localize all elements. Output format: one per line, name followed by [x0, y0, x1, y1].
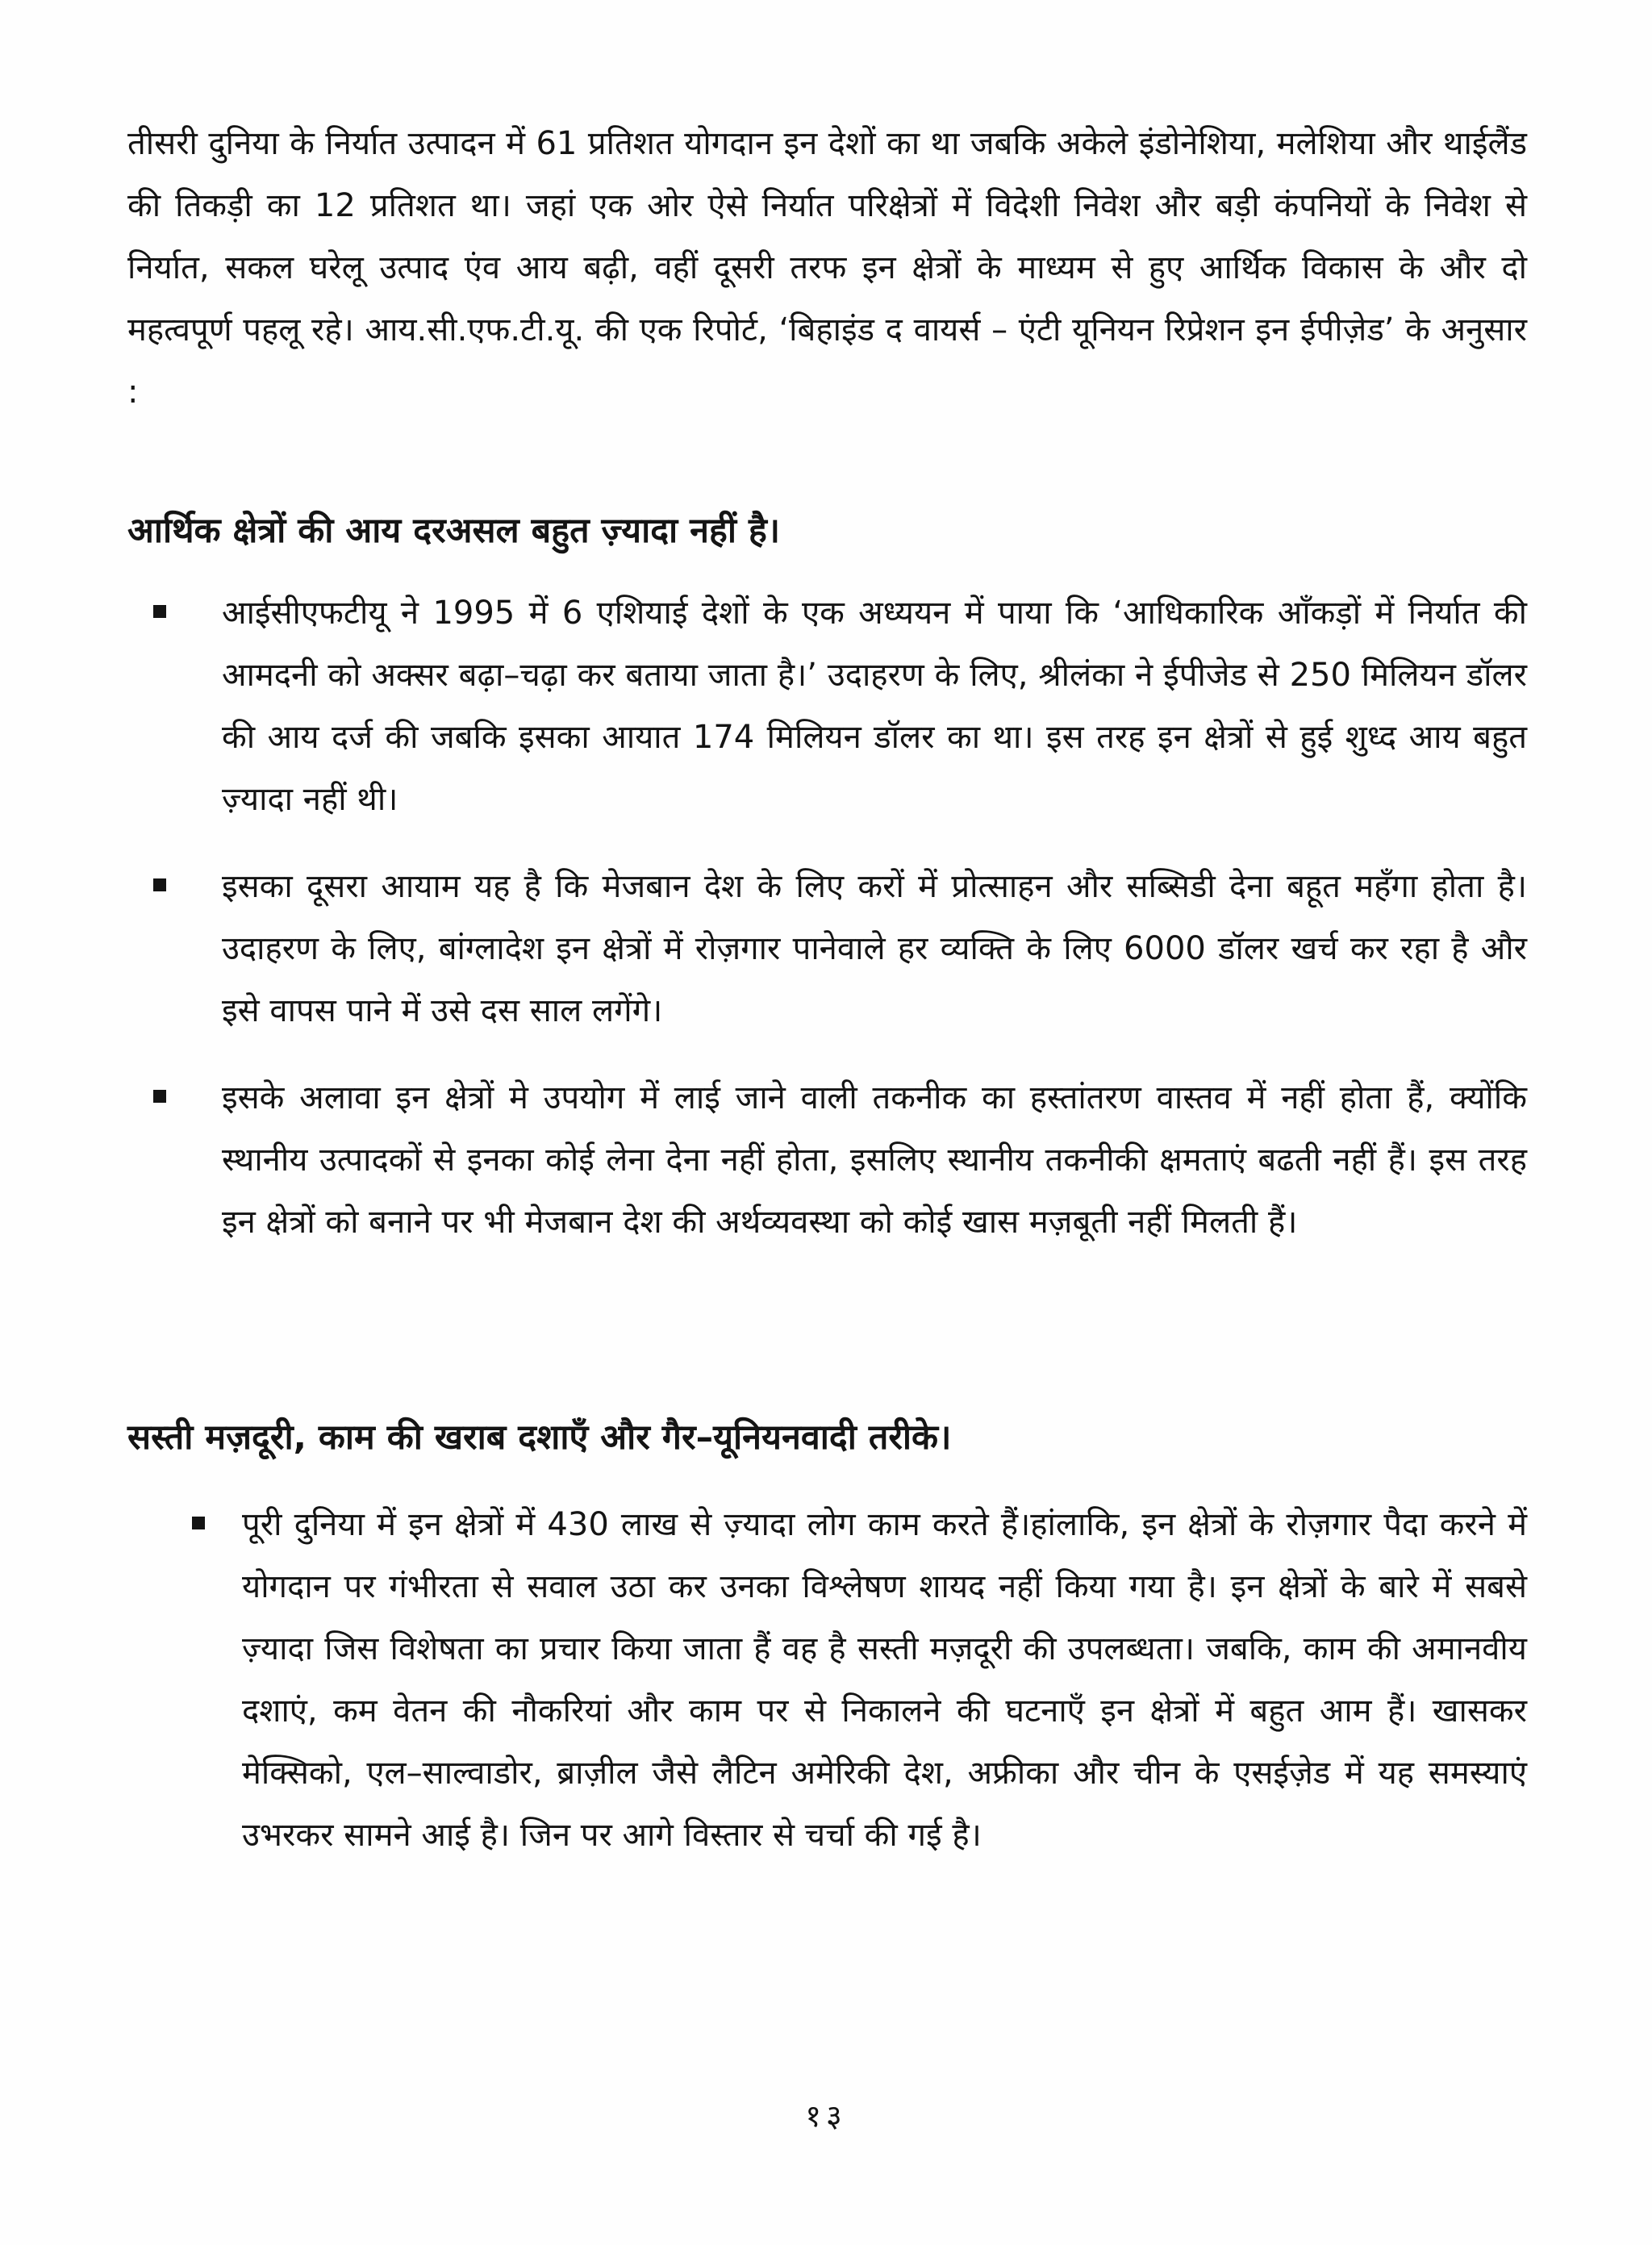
list-item	[242, 1494, 1527, 1867]
bullet-list-income	[222, 582, 1527, 1279]
list-item-text: पूरी दुनिया में इन क्षेत्रों में 430 लाख से ज़्यादा लोग काम करते हैं।हांलाकि, इन क्षेत्रों के रोज़गार पैदा करने में योगदान पर गंभीरता से सवाल उठा कर उनका विश्लेषण शायद नहीं किया गया है। इन क्षेत्रों के बारे में सबसे ज़्यादा जिस विशेषता का प्रचार किया जाता हैं वह है सस्ती मज़दूरी की उपलब्धता। जबकि, काम की अमानवीय दशाएं, कम वेतन की नौकरियां और काम पर से निकालने की घटनाएँ इन क्षेत्रों में बहुत आम हैं। खासकर मेक्सिको, एल–साल्वाडोर, ब्राज़ील जैसे लैटिन अमेरिकी देश, अफ्रीका और चीन के एसईज़ेड में यह समस्याएं उभरकर सामने आई है। जिन पर आगे विस्तार से चर्चा की गई है।	[242, 1506, 1527, 1854]
bullet-list-wages	[242, 1494, 1527, 1867]
square-bullet-icon	[192, 1517, 205, 1529]
list-item	[222, 1067, 1527, 1254]
page-number: १३	[805, 2098, 847, 2134]
list-item-text: आईसीएफटीयू ने 1995 में 6 एशियाई देशों के एक अध्ययन में पाया कि ‘आधिकारिक आँकड़ों में निर्यात की आमदनी को अक्सर बढ़ा–चढ़ा कर बताया जाता है।’ उदाहरण के लिए, श्रीलंका ने ईपीजेड से 250 मिलियन डॉलर की आय दर्ज की जबकि इसका आयात 174 मिलियन डॉलर का था। इस तरह इन क्षेत्रों से हुई शुध्द आय बहुत ज़्यादा नहीं थी।	[222, 595, 1527, 818]
square-bullet-icon	[153, 878, 166, 891]
square-bullet-icon	[153, 605, 166, 618]
list-item-text: इसका दूसरा आयाम यह है कि मेजबान देश के लिए करों में प्रोत्साहन और सब्सिडी देना बहूत महँगा होता है। उदाहरण के लिए, बांग्लादेश इन क्षेत्रों में रोज़गार पानेवाले हर व्यक्ति के लिए 6000 डॉलर खर्च कर रहा है और इसे वापस पाने में उसे दस साल लगेंगे।	[222, 868, 1527, 1029]
list-item	[222, 582, 1527, 831]
list-item	[222, 856, 1527, 1042]
square-bullet-icon	[153, 1090, 166, 1103]
intro-paragraph: तीसरी दुनिया के निर्यात उत्पादन में 61 प्रतिशत योगदान इन देशों का था जबकि अकेले इंडोनेशिया, मलेशिया और थाईलैंड की तिकड़ी का 12 प्रतिशत था। जहां एक ओर ऐसे निर्यात परिक्षेत्रों में विदेशी निवेश और बड़ी कंपनियों के निवेश से निर्यात, सकल घरेलू उत्पाद एंव आय बढ़ी, वहीं दूसरी तरफ इन क्षेत्रों के माध्यम से हुए आर्थिक विकास के और दो महत्वपूर्ण पहलू रहे। आय.सी.एफ.टी.यू. की एक रिपोर्ट, ‘बिहाइंड द वायर्स – एंटी यूनियन रिप्रेशन इन ईपीज़ेड’ के अनुसार :	[127, 125, 1527, 411]
section-heading-income: आर्थिक क्षेत्रों की आय दरअसल बहुत ज़्यादा नहीं है।	[127, 511, 781, 551]
list-item-text: इसके अलावा इन क्षेत्रों मे उपयोग में लाई जाने वाली तकनीक का हस्तांतरण वास्तव में नहीं होता हैं, क्योंकि स्थानीय उत्पादकों से इनका कोई लेना देना नहीं होता, इसलिए स्थानीय तकनीकी क्षमताएं बढती नहीं हैं। इस तरह इन क्षेत्रों को बनाने पर भी मेजबान देश की अर्थव्यवस्था को कोई खास मज़बूती नहीं मिलती हैं।	[222, 1079, 1527, 1241]
section-heading-wages: सस्ती मज़दूरी, काम की खराब दशाएँ और गैर–यूनियनवादी तरीके।	[127, 1417, 952, 1458]
